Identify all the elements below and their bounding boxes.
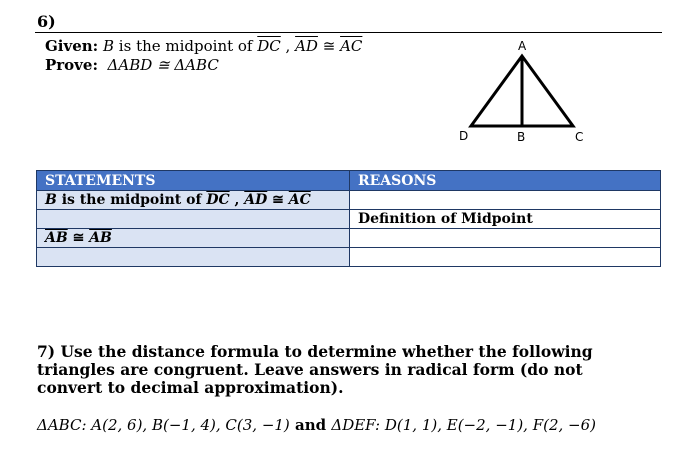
proof-header-row [37, 171, 661, 191]
triangle-def-coords: ΔDEF: D(1, 1), E(−2, −1), F(2, −6) [331, 416, 597, 434]
problem-number: 6) [37, 12, 56, 31]
problem-7-instructions: 7) Use the distance formula to determine whether the following triangles are congruent. Leave answers in radical form (do not convert to decimal approximation). [37, 342, 593, 397]
proof-row [37, 210, 661, 229]
prove-statement [45, 56, 219, 75]
given-var: B [103, 37, 115, 55]
segment-ac: $\overline{AC}$ [288, 192, 311, 208]
prove-label: Prove: [45, 56, 98, 74]
statement-text: is the midpoint of [56, 192, 207, 208]
proof-row [37, 191, 661, 210]
statement-cell[interactable] [37, 248, 350, 267]
problem-7-triangles [37, 415, 596, 435]
congruent-symbol: ≅ [67, 230, 90, 246]
triangle-abc-coords: ΔABC: A(2, 6), B(−1, 4), C(3, −1) [37, 416, 290, 434]
proof-table [36, 170, 661, 267]
reason-cell[interactable] [350, 229, 661, 248]
segment-ad: $\overline{AD}$ [244, 192, 268, 208]
proof-row [37, 229, 661, 248]
segment-dc: $\overline{DC}$ [206, 192, 230, 208]
segment-dc: $\overline{DC}$ [257, 37, 281, 55]
reason-cell[interactable] [350, 191, 661, 210]
segment-ab: $\overline{AB}$ [45, 230, 68, 246]
vertex-label-d: D [459, 129, 469, 143]
vertex-label-b: B [517, 130, 526, 144]
statement-cell[interactable] [37, 210, 350, 229]
conjunction: and [289, 416, 332, 434]
vertex-label-c: C [575, 130, 584, 144]
given-text: is the midpoint of [114, 37, 258, 55]
reasons-header: REASONS [350, 171, 661, 191]
given-label: Given: [45, 37, 99, 55]
given-statement [45, 37, 362, 56]
prove-text: ΔABD ≅ ΔABC [107, 56, 219, 74]
vertex-label-a: A [518, 39, 527, 53]
segment-ac: $\overline{AC}$ [340, 37, 363, 55]
congruent-symbol: ≅ [267, 192, 289, 208]
statements-header: STATEMENTS [37, 171, 350, 191]
proof-row [37, 248, 661, 267]
statement-cell[interactable] [37, 229, 350, 248]
segment-ab: $\overline{AB}$ [89, 230, 112, 246]
reason-cell[interactable] [350, 248, 661, 267]
congruent-symbol: ≅ [317, 37, 341, 55]
segment-ad: $\overline{AD}$ [295, 37, 318, 55]
statement-sep: , [229, 192, 245, 208]
divider-line [35, 32, 662, 33]
given-sep: , [280, 37, 296, 55]
statement-var: B [45, 192, 57, 208]
reason-cell[interactable]: Definition of Midpoint [350, 210, 661, 229]
statement-cell[interactable] [37, 191, 350, 210]
triangle-diagram [450, 36, 600, 146]
